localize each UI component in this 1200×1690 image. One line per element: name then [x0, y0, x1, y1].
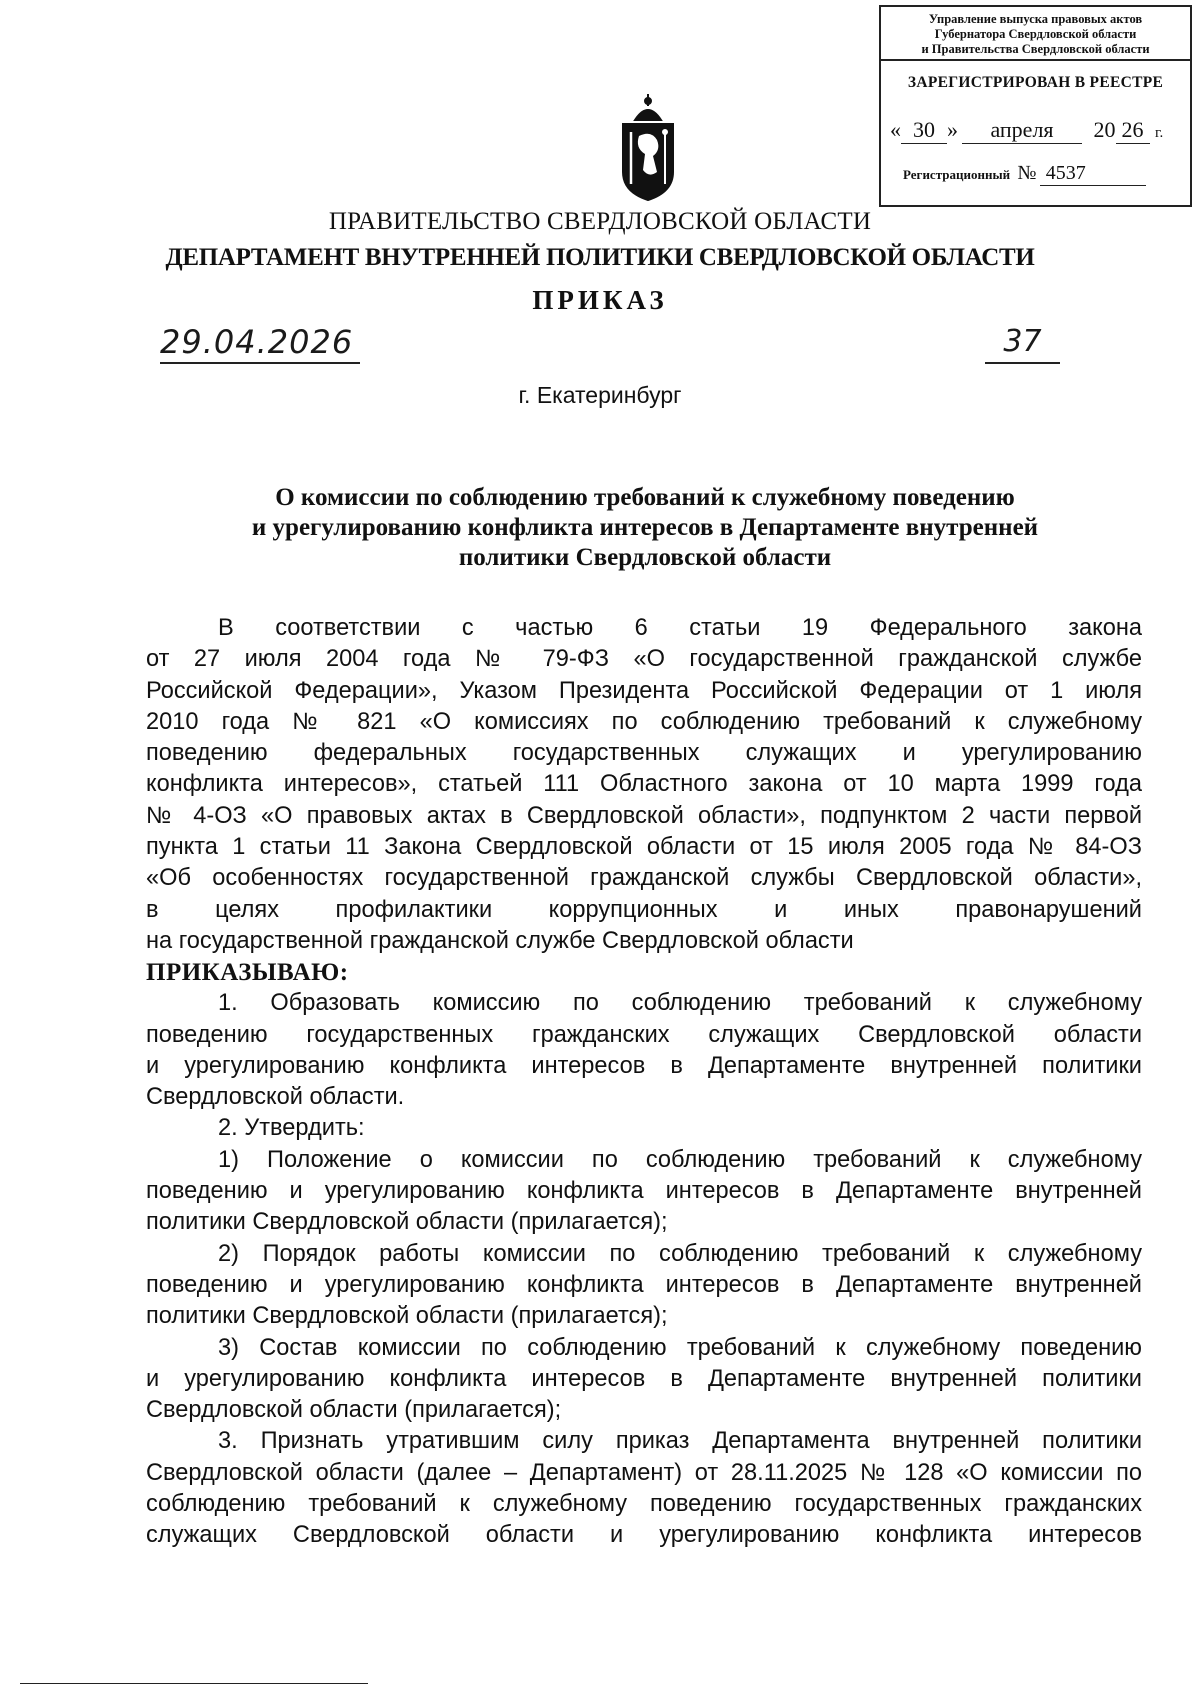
item-line: служащих Свердловской области и урегулированию конфликта интересов	[146, 1522, 1142, 1549]
item-line: поведению и урегулированию конфликта интересов в Департаменте внутренней	[146, 1178, 1142, 1205]
item-3	[146, 1426, 1142, 1551]
stamp-year-prefix: 20	[1093, 117, 1116, 142]
stamp-year-suffix: 26	[1116, 117, 1150, 144]
item-line: 1) Положение о комиссии по соблюдению требований к служебному	[218, 1146, 1142, 1173]
item-2-2	[146, 1239, 1142, 1333]
item-line: и урегулированию конфликта интересов в Департаменте внутренней политики	[146, 1052, 1142, 1079]
preamble-line: пункта 1 статьи 11 Закона Свердловской области от 15 июля 2005 года № 84-ОЗ	[146, 834, 1142, 861]
item-line: 1. Образовать комиссию по соблюдению требований к служебному	[218, 990, 1142, 1017]
footnote-divider	[20, 1683, 368, 1684]
handwritten-date: 29.04.2026	[160, 322, 360, 364]
stamp-month: апреля	[962, 117, 1082, 144]
title-line: О комиссии по соблюдению требований к служебному поведению	[275, 484, 1015, 511]
government-name: ПРАВИТЕЛЬСТВО СВЕРДЛОВСКОЙ ОБЛАСТИ	[328, 208, 872, 235]
title-line: и урегулированию конфликта интересов в Департаменте внутренней	[251, 514, 1039, 541]
stamp-no-sign: №	[1017, 162, 1037, 184]
item-line: политики Свердловской области (прилагается);	[146, 1209, 668, 1236]
item-line: Свердловской области (прилагается);	[146, 1397, 562, 1424]
stamp-date-close-quote: »	[947, 117, 958, 142]
preamble-line: поведению федеральных государственных служащих и урегулированию	[146, 740, 1142, 767]
stamp-header-line: Управление выпуска правовых актов	[928, 12, 1143, 26]
coat-of-arms-icon	[617, 92, 679, 202]
item-2: 2. Утвердить:	[218, 1115, 365, 1142]
item-line: Свердловской области (далее – Департамент) от 28.11.2025 № 128 «О комиссии по	[146, 1459, 1142, 1486]
item-line: соблюдению требований к служебному поведению государственных гражданских	[146, 1491, 1142, 1518]
stamp-year-mark: г.	[1155, 125, 1164, 141]
preamble-line: В соответствии с частью 6 статьи 19 Федерального закона	[218, 615, 1142, 641]
handwritten-number: 37	[985, 322, 1060, 364]
preamble-line: «Об особенностях государственной гражданской службы Свердловской области»,	[146, 865, 1142, 892]
preamble-line: от 27 июля 2004 года № 79-ФЗ «О государственной гражданской службе	[146, 646, 1142, 673]
city: г. Екатеринбург	[518, 382, 682, 408]
item-line: 2) Порядок работы комиссии по соблюдению требований к служебному	[218, 1240, 1142, 1267]
item-line: поведению государственных гражданских служащих Свердловской области	[146, 1021, 1142, 1048]
order-word: ПРИКАЗЫВАЮ:	[146, 959, 349, 987]
item-2-1	[146, 1145, 1142, 1239]
title-line: политики Свердловской области	[458, 544, 832, 571]
stamp-reg-label: Регистрационный	[903, 167, 1011, 182]
preamble-line: 2010 года № 821 «О комиссиях по соблюдению требований к служебному	[146, 708, 1142, 735]
stamp-header-line: Губернатора Свердловской области	[934, 27, 1137, 41]
preamble-line: в целях профилактики коррупционных и иных правонарушений	[146, 896, 1142, 923]
stamp-date-open-quote: «	[890, 117, 901, 142]
stamp-reg-number	[903, 162, 1146, 186]
item-line: Свердловской области.	[146, 1084, 405, 1111]
item-line: поведению и урегулированию конфликта интересов в Департаменте внутренней	[146, 1271, 1142, 1298]
item-2-3	[146, 1333, 1142, 1427]
stamp-registered-label: ЗАРЕГИСТРИРОВАН В РЕЕСТРЕ	[907, 74, 1164, 91]
document-type: ПРИКАЗ	[532, 285, 668, 315]
stamp-header	[881, 7, 1190, 61]
stamp-date	[890, 117, 1163, 144]
item-1	[146, 988, 1142, 1113]
stamp-reg-number-value: 4537	[1040, 162, 1146, 186]
item-line: 3. Признать утратившим силу приказ Департамента внутренней политики	[218, 1428, 1142, 1455]
document-title	[145, 483, 1145, 573]
item-line: и урегулированию конфликта интересов в Департаменте внутренней политики	[146, 1365, 1142, 1392]
preamble-line: Российской Федерации», Указом Президента Российской Федерации от 1 июля	[146, 677, 1142, 704]
stamp-header-line: и Правительства Свердловской области	[921, 42, 1150, 56]
registration-stamp	[879, 5, 1192, 207]
stamp-day: 30	[901, 117, 947, 144]
item-line: политики Свердловской области (прилагается);	[146, 1303, 668, 1330]
preamble-line: на государственной гражданской службе Свердловской области	[146, 927, 854, 954]
item-line: 3) Состав комиссии по соблюдению требований к служебному поведению	[218, 1334, 1142, 1361]
document-body	[146, 613, 1142, 1552]
department-name: ДЕПАРТАМЕНТ ВНУТРЕННЕЙ ПОЛИТИКИ СВЕРДЛОВСКОЙ ОБЛАСТИ	[165, 244, 1035, 271]
preamble-line: № 4-ОЗ «О правовых актах в Свердловской области», подпунктом 2 части первой	[146, 802, 1142, 829]
preamble-line: конфликта интересов», статьей 111 Областного закона от 10 марта 1999 года	[146, 771, 1142, 798]
preamble-paragraph	[146, 613, 1142, 957]
